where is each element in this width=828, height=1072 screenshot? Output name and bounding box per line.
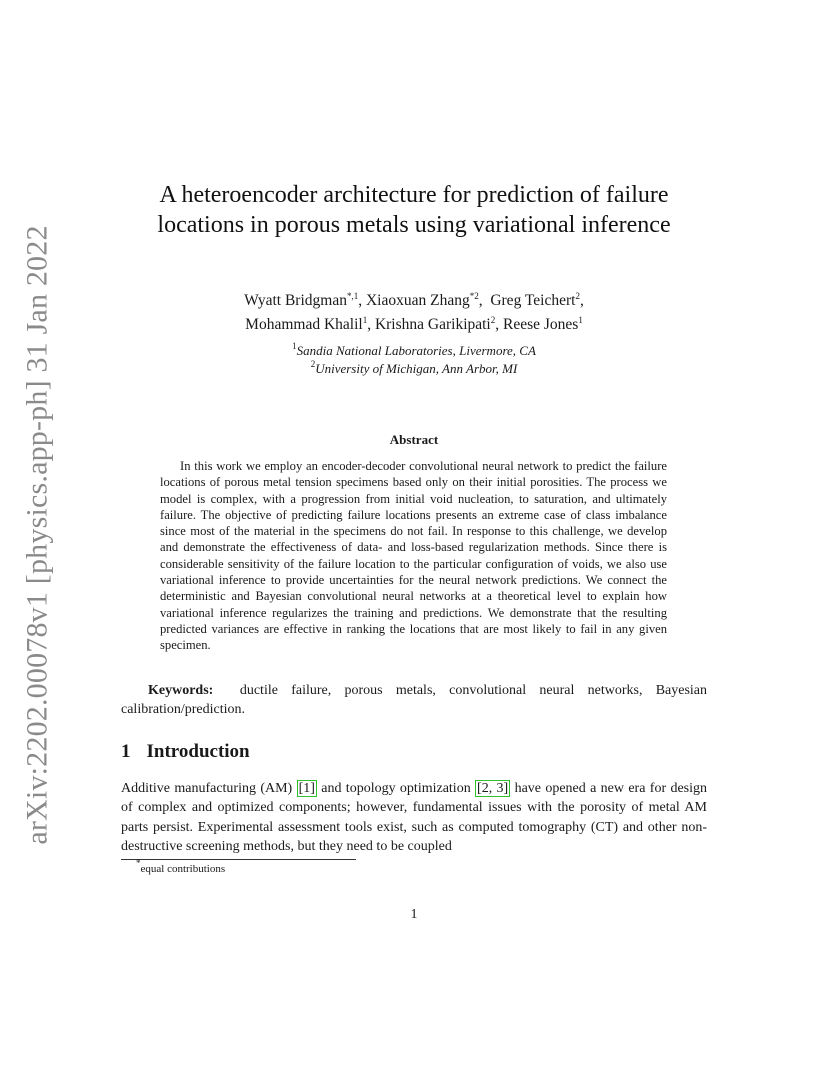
affiliation-mark: 2: [310, 359, 316, 369]
page-number: 1: [410, 907, 418, 922]
intro-text: Additive manufacturing (AM): [121, 781, 297, 796]
citation-link-2-3[interactable]: [2, 3]: [477, 781, 509, 796]
intro-paragraph: [121, 779, 707, 856]
paper-title: A heteroencoder architecture for prediction of failure locations in porous metals using variational inference: [157, 182, 671, 238]
intro-text: and topology optimization: [316, 781, 476, 796]
footnote: [136, 858, 226, 875]
affiliation-line: [200, 360, 628, 378]
author-mark: 1: [578, 315, 583, 325]
author-name: Wyatt Bridgman: [244, 292, 347, 309]
abstract-body: In this work we employ an encoder-decoder convolutional neural network to predict the failure locations of porous metal tension specimens based only on their initial porosities. The process we model is complex, with a progression from initial void nucleation, to saturation, and ultimately failure. The objective of predicting failure locations presents an extreme case of class imbalance since most of the material in the specimens do not fail. In response to this challenge, we develop and demonstrate the effectiveness of data- and loss-based regularization methods. Since there is considerable sensitivity of the failure location to the particular configuration of voids, we also use variational inference to provide uncertainties for the neural network predictions. We connect the deterministic and Bayesian convolutional neural networks at a theoretical level to explain how variational inference regularizes the training and predictions. We demonstrate that the resulting predicted variances are effective in ranking the locations that are most likely to fail in any given specimen.: [160, 459, 667, 653]
author-list: Wyatt Bridgman$^{*,1}$, Xiaoxuan Zhang$^{*2}$, Greg Teichert$^2$, Mohammad Khalil$^1$, Krishna Garikipati$^2$, Reese Jones$^1$: [244, 291, 584, 333]
footnote-text: equal contributions: [140, 863, 226, 875]
author-name: Xiaoxuan Zhang: [365, 292, 470, 309]
footnote-mark: *: [136, 858, 141, 868]
author-name: Reese Jones: [503, 316, 579, 333]
section-title: Introduction: [146, 741, 250, 762]
citation-link-1[interactable]: [1]: [298, 781, 315, 796]
keywords-label: Keywords:: [148, 683, 214, 698]
affiliation-text: University of Michigan, Ann Arbor, MI: [315, 361, 518, 376]
section-number: 1: [121, 741, 131, 762]
arxiv-id-text: arXiv:2202.00078v1 [physics.app-ph] 31 Jan 2022: [21, 225, 55, 845]
affiliation-mark: 1: [292, 341, 297, 351]
section-heading: [121, 741, 250, 763]
footnote-rule: [121, 859, 356, 860]
arxiv-side-identifier: [18, 225, 58, 845]
author-name: Krishna Garikipati: [374, 316, 491, 333]
author-name: Greg Teichert: [490, 292, 576, 309]
author-mark: *,1: [346, 291, 359, 301]
keywords-paragraph: [121, 681, 707, 719]
author-mark: *2: [469, 291, 479, 301]
author-mark: 2: [490, 315, 496, 325]
affiliation-line: [200, 342, 628, 360]
affiliation-text: Sandia National Laboratories, Livermore, CA: [296, 343, 536, 358]
author-name: Mohammad Khalil: [245, 316, 363, 333]
author-mark: 1: [362, 315, 368, 325]
author-mark: 2: [575, 291, 580, 301]
abstract-heading: Abstract: [389, 432, 439, 447]
intro-text: have opened a new era for design of complex and optimized components; however, fundamental issues with the porosity of metal AM parts persist. Experimental assessment tools exist, such as computed tomography (CT) and other non-destructive screening methods, but they need to be coupled: [121, 781, 708, 854]
keywords-text: ductile failure, porous metals, convolutional neural networks, Bayesian calibration/prediction.: [121, 683, 708, 717]
affiliation-list: [200, 342, 628, 378]
